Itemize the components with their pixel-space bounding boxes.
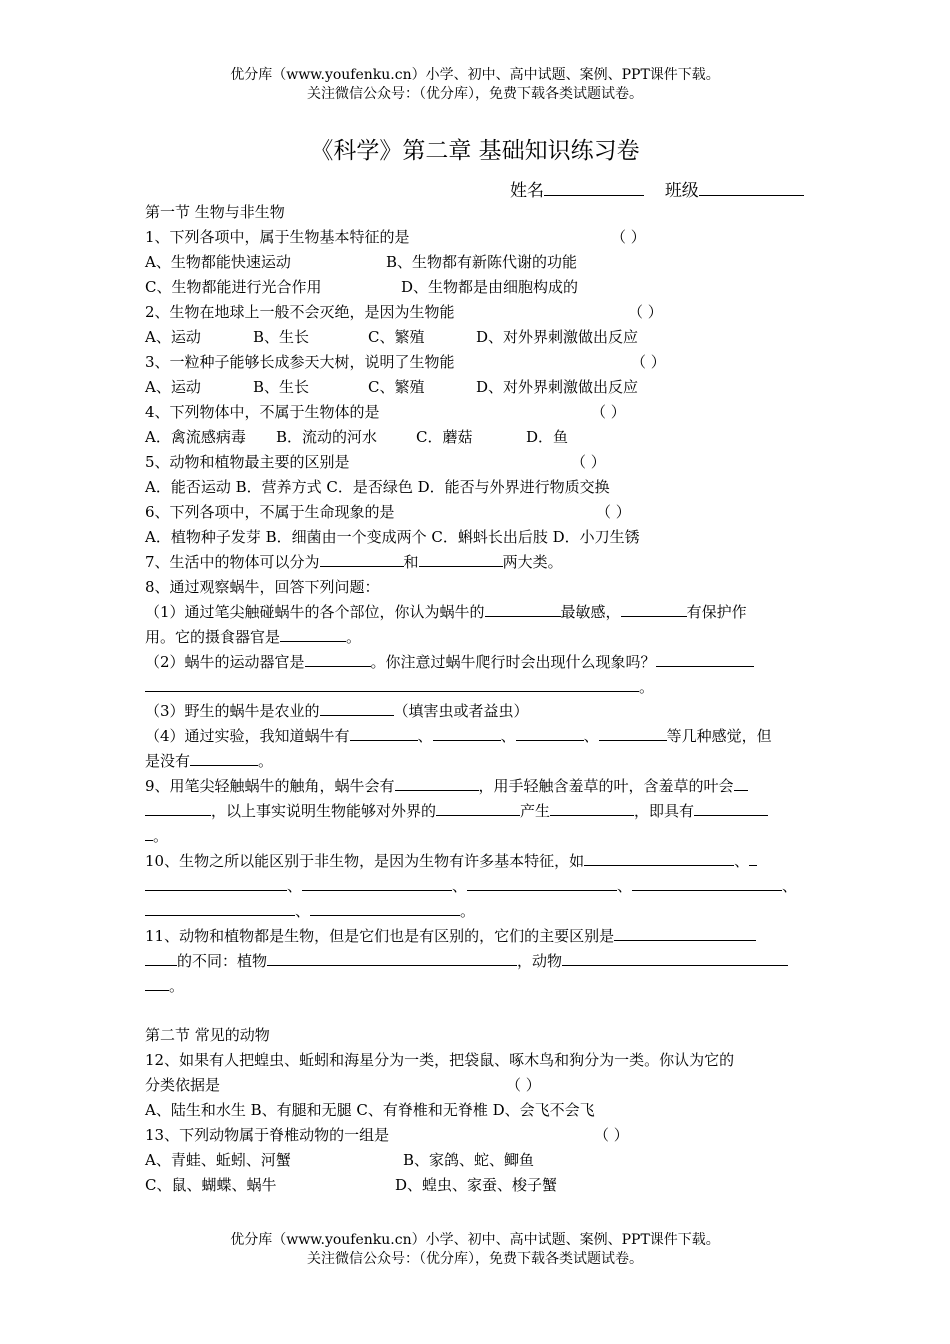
blank[interactable] bbox=[320, 551, 404, 567]
question-9-cont2 bbox=[145, 825, 168, 847]
question-11-plant: 的不同：植物 bbox=[177, 952, 268, 970]
separator: 、 bbox=[500, 727, 516, 745]
question-8-2-cont bbox=[145, 676, 654, 698]
question-8-4-text: （4）通过实验，我知道蜗牛有 bbox=[145, 727, 350, 745]
question-8-2-mid: 。你注意过蜗牛爬行时会出现什么现象吗？ bbox=[370, 653, 656, 671]
question-9-text: 9、用笔尖轻触蜗牛的触角，蜗牛会有 bbox=[145, 777, 395, 795]
answer-paren[interactable]: （ ） bbox=[628, 303, 663, 321]
separator: 、 bbox=[417, 727, 433, 745]
question-5 bbox=[145, 451, 606, 473]
separator: 、 bbox=[295, 902, 311, 920]
class-field[interactable] bbox=[699, 181, 804, 196]
blank[interactable] bbox=[436, 800, 520, 816]
question-11 bbox=[145, 925, 756, 947]
option-c: C．蘑菇 bbox=[416, 428, 473, 446]
option-b: B．流动的河水 bbox=[276, 428, 378, 446]
option-b: B、家鸽、蛇、鲫鱼 bbox=[403, 1151, 535, 1169]
blank[interactable] bbox=[350, 725, 418, 741]
blank[interactable] bbox=[145, 975, 169, 991]
question-1 bbox=[145, 226, 646, 248]
question-2-text: 2、生物在地球上一般不会灭绝，是因为生物能 bbox=[145, 303, 455, 321]
blank[interactable] bbox=[694, 800, 768, 816]
blank[interactable] bbox=[632, 875, 782, 891]
period: 。 bbox=[460, 902, 476, 920]
question-12-cont-text: 分类依据是 bbox=[145, 1076, 221, 1094]
question-7-end: 两大类。 bbox=[502, 553, 563, 571]
separator: 、 bbox=[782, 877, 798, 895]
page-title: 《科学》第二章 基础知识练习卷 bbox=[310, 138, 640, 164]
period: 。 bbox=[639, 678, 655, 696]
question-11-text: 11、动物和植物都是生物，但是它们也是有区别的，它们的主要区别是 bbox=[145, 927, 615, 945]
answer-paren[interactable]: （ ） bbox=[596, 503, 631, 521]
period: 。 bbox=[169, 977, 185, 995]
option-a: A、运动 bbox=[145, 328, 201, 346]
question-7 bbox=[145, 551, 563, 573]
period: 。 bbox=[258, 752, 274, 770]
footer-line-1: 优分库（www.youfenku.cn）小学、初中、高中试题、案例、PPT课件下载。 bbox=[230, 1232, 720, 1248]
question-8-3-end: （填害虫或者益虫） bbox=[393, 702, 529, 720]
question-8-4 bbox=[145, 725, 772, 747]
question-8-4-end: 等几种感觉，但 bbox=[666, 727, 772, 745]
blank[interactable] bbox=[562, 950, 788, 966]
blank[interactable] bbox=[302, 875, 452, 891]
question-9 bbox=[145, 775, 748, 797]
separator: 、 bbox=[287, 877, 303, 895]
question-11-animal: ，动物 bbox=[517, 952, 563, 970]
separator: 、 bbox=[617, 877, 633, 895]
answer-paren[interactable]: （ ） bbox=[591, 403, 626, 421]
question-8-1-mid: 最敏感， bbox=[560, 603, 621, 621]
header-line-2: 关注微信公众号：（优分库），免费下载各类试题试卷。 bbox=[307, 86, 643, 102]
blank[interactable] bbox=[190, 750, 258, 766]
blank[interactable] bbox=[305, 651, 371, 667]
question-6-text: 6、下列各项中，不属于生命现象的是 bbox=[145, 503, 395, 521]
question-9-cont-mid: 产生 bbox=[520, 802, 551, 820]
answer-paren[interactable]: （ ） bbox=[594, 1126, 629, 1144]
section-1-title: 第一节 生物与非生物 bbox=[145, 203, 285, 221]
question-6-options: A．植物种子发芽 B．细菌由一个变成两个 C．蝌蚪长出后肢 D．小刀生锈 bbox=[145, 528, 640, 546]
separator: 、 bbox=[452, 877, 468, 895]
name-field[interactable] bbox=[544, 181, 644, 196]
name-class-line bbox=[510, 176, 804, 201]
question-3 bbox=[145, 351, 666, 373]
option-a: A、生物都能快速运动 bbox=[145, 253, 291, 271]
question-13-options-cd bbox=[145, 1174, 558, 1196]
blank[interactable] bbox=[550, 800, 634, 816]
question-8: 8、通过观察蜗牛，回答下列问题： bbox=[145, 578, 380, 596]
blank[interactable] bbox=[145, 800, 211, 816]
option-a: A、青蛙、蚯蚓、河蟹 bbox=[145, 1151, 291, 1169]
blank[interactable] bbox=[419, 551, 503, 567]
separator: 、 bbox=[734, 852, 750, 870]
question-9-cont-text: ，以上事实说明生物能够对外界的 bbox=[211, 802, 437, 820]
blank[interactable] bbox=[280, 626, 346, 642]
question-8-4-cont-text: 是没有 bbox=[145, 752, 191, 770]
option-d: D、对外界刺激做出反应 bbox=[476, 328, 639, 346]
option-a: A、运动 bbox=[145, 378, 201, 396]
blank[interactable] bbox=[584, 850, 734, 866]
separator: 、 bbox=[583, 727, 599, 745]
question-12-cont bbox=[145, 1074, 541, 1096]
question-7-mid: 和 bbox=[403, 553, 419, 571]
question-11-cont bbox=[145, 950, 788, 972]
blank[interactable] bbox=[656, 651, 754, 667]
blank[interactable] bbox=[433, 725, 501, 741]
option-c: C、繁殖 bbox=[368, 328, 425, 346]
option-c: C、生物都能进行光合作用 bbox=[145, 278, 322, 296]
question-11-cont2 bbox=[145, 975, 184, 997]
header-line-1: 优分库（www.youfenku.cn）小学、初中、高中试题、案例、PPT课件下载。 bbox=[230, 67, 720, 83]
question-13 bbox=[145, 1124, 629, 1146]
question-2 bbox=[145, 301, 663, 323]
answer-paren[interactable]: （ ） bbox=[506, 1076, 541, 1094]
option-d: D、对外界刺激做出反应 bbox=[476, 378, 639, 396]
question-10-text: 10、生物之所以能区别于非生物，是因为生物有许多基本特征，如 bbox=[145, 852, 585, 870]
question-10 bbox=[145, 850, 757, 872]
blank[interactable] bbox=[621, 601, 687, 617]
blank[interactable] bbox=[485, 601, 561, 617]
question-1-text: 1、下列各项中，属于生物基本特征的是 bbox=[145, 228, 410, 246]
question-6 bbox=[145, 501, 631, 523]
question-7-text: 7、生活中的物体可以分为 bbox=[145, 553, 320, 571]
option-b: B、生长 bbox=[253, 328, 310, 346]
question-12: 12、如果有人把蝗虫、蚯蚓和海星分为一类，把袋鼠、啄木鸟和狗分为一类。你认为它的 bbox=[145, 1051, 735, 1069]
blank[interactable] bbox=[320, 700, 394, 716]
period: 。 bbox=[153, 827, 169, 845]
question-10-cont2 bbox=[145, 900, 475, 922]
blank[interactable] bbox=[145, 875, 287, 891]
question-12-options: A、陆生和水生 B、有腿和无腿 C、有脊椎和无脊椎 D、会飞不会飞 bbox=[145, 1101, 595, 1119]
blank[interactable] bbox=[749, 850, 757, 866]
blank[interactable] bbox=[467, 875, 617, 891]
question-8-1-end: 有保护作 bbox=[686, 603, 747, 621]
name-label: 姓名 bbox=[510, 181, 544, 201]
blank[interactable] bbox=[395, 775, 479, 791]
question-9-mid: ，用手轻触含羞草的叶，含羞草的叶会 bbox=[478, 777, 734, 795]
question-4 bbox=[145, 401, 626, 423]
blank[interactable] bbox=[614, 925, 756, 941]
question-10-cont bbox=[145, 875, 797, 897]
question-13-text: 13、下列动物属于脊椎动物的一组是 bbox=[145, 1126, 390, 1144]
question-4-options bbox=[145, 426, 569, 448]
section-2-title: 第二节 常见的动物 bbox=[145, 1026, 270, 1044]
blank[interactable] bbox=[145, 825, 153, 841]
question-8-1-cont-text: 用。它的摄食器官是 bbox=[145, 628, 281, 646]
question-4-text: 4、下列物体中，不属于生物体的是 bbox=[145, 403, 380, 421]
question-5-text: 5、动物和植物最主要的区别是 bbox=[145, 453, 350, 471]
question-8-2-text: （2）蜗牛的运动器官是 bbox=[145, 653, 305, 671]
question-5-options: A．能否运动 B．营养方式 C．是否绿色 D．能否与外界进行物质交换 bbox=[145, 478, 610, 496]
option-b: B、生长 bbox=[253, 378, 310, 396]
question-3-options bbox=[145, 376, 639, 398]
option-d: D．鱼 bbox=[526, 428, 569, 446]
question-13-options-ab bbox=[145, 1149, 535, 1171]
question-9-cont bbox=[145, 800, 768, 822]
blank[interactable] bbox=[145, 950, 177, 966]
question-8-4-cont bbox=[145, 750, 273, 772]
question-8-2 bbox=[145, 651, 754, 673]
option-c: C、繁殖 bbox=[368, 378, 425, 396]
blank[interactable] bbox=[310, 900, 460, 916]
answer-paren[interactable]: （ ） bbox=[571, 453, 606, 471]
question-9-cont-end: ，即具有 bbox=[634, 802, 695, 820]
question-2-options bbox=[145, 326, 639, 348]
option-a: A．禽流感病毒 bbox=[145, 428, 246, 446]
answer-paren[interactable]: （ ） bbox=[631, 353, 666, 371]
question-8-1-cont bbox=[145, 626, 361, 648]
period: 。 bbox=[346, 628, 362, 646]
blank[interactable] bbox=[145, 900, 295, 916]
option-d: D、蝗虫、家蚕、梭子蟹 bbox=[395, 1176, 558, 1194]
class-label: 班级 bbox=[664, 181, 699, 201]
blank[interactable] bbox=[599, 725, 667, 741]
option-c: C、鼠、蝴蝶、蜗牛 bbox=[145, 1176, 277, 1194]
question-3-text: 3、一粒种子能够长成参天大树，说明了生物能 bbox=[145, 353, 455, 371]
question-1-options-cd bbox=[145, 276, 579, 298]
footer-line-2: 关注微信公众号：（优分库），免费下载各类试题试卷。 bbox=[307, 1251, 643, 1267]
blank[interactable] bbox=[734, 775, 748, 791]
question-8-3-text: （3）野生的蜗牛是农业的 bbox=[145, 702, 320, 720]
question-1-options-ab bbox=[145, 251, 578, 273]
question-8-1-text: （1）通过笔尖触碰蜗牛的各个部位，你认为蜗牛的 bbox=[145, 603, 485, 621]
blank[interactable] bbox=[145, 676, 639, 692]
option-d: D、生物都是由细胞构成的 bbox=[401, 278, 579, 296]
blank[interactable] bbox=[516, 725, 584, 741]
question-8-3 bbox=[145, 700, 529, 722]
question-8-1 bbox=[145, 601, 747, 623]
blank[interactable] bbox=[267, 950, 517, 966]
answer-paren[interactable]: （ ） bbox=[611, 228, 646, 246]
option-b: B、生物都有新陈代谢的功能 bbox=[386, 253, 578, 271]
